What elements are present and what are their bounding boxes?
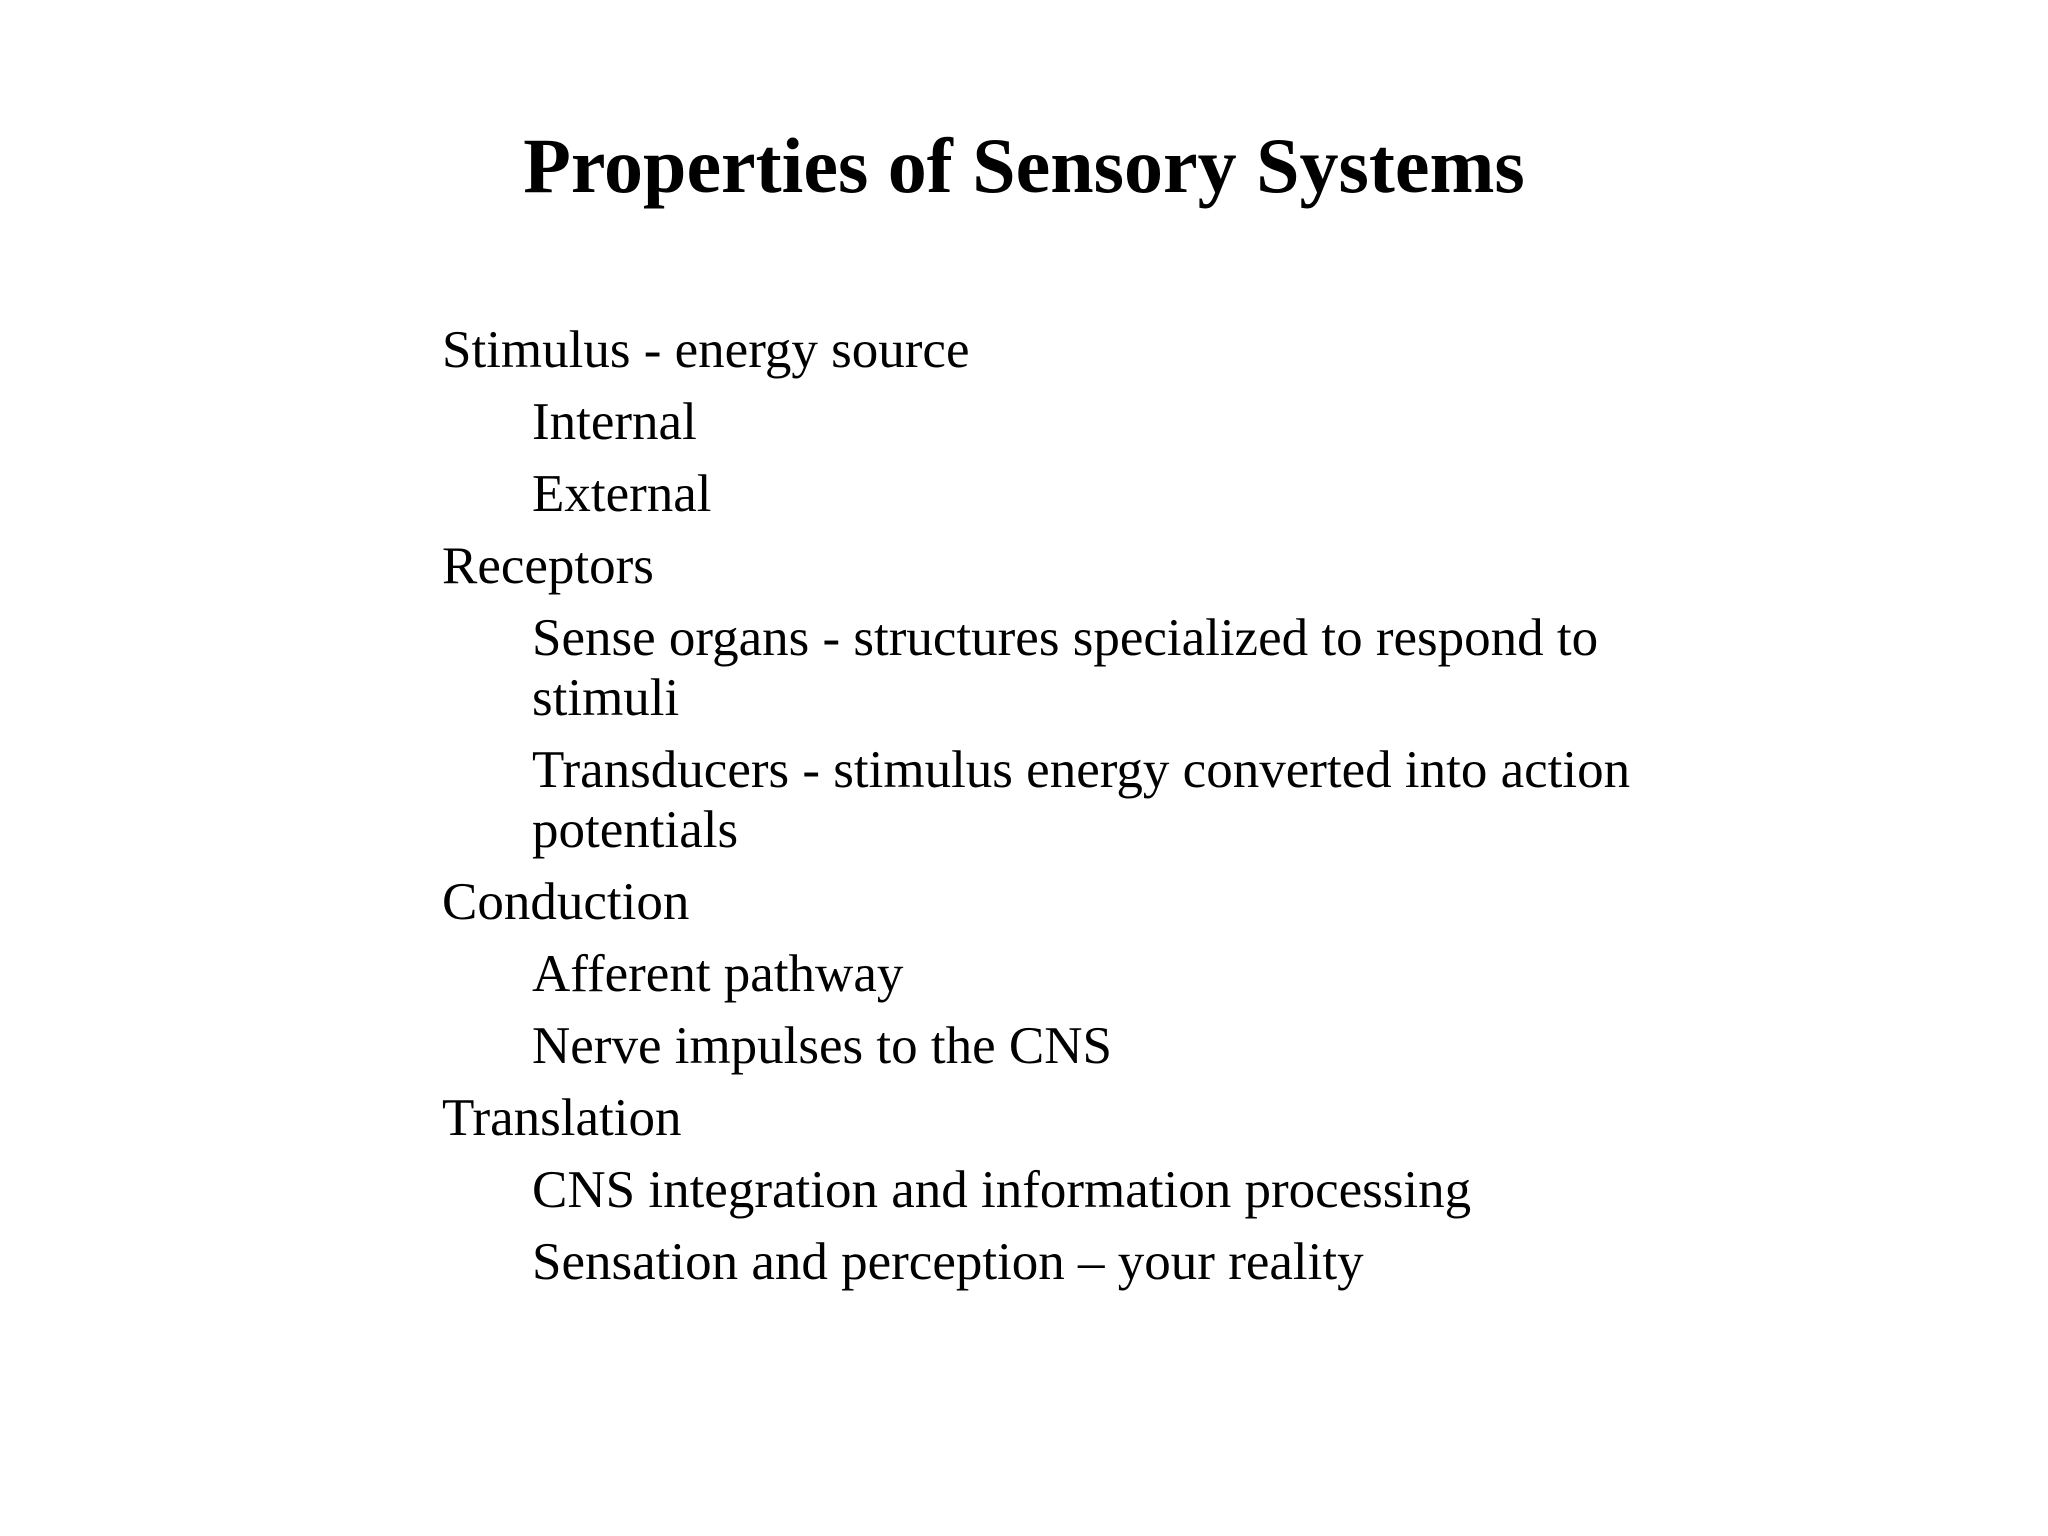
list-item: Sensation and perception – your reality [532, 1233, 1364, 1291]
list-item: External [532, 465, 712, 523]
bullet-list [442, 320, 1732, 1292]
list-item: Transducers - stimulus energy converted into action potentials [532, 741, 1631, 859]
list-item: Translation [442, 1089, 682, 1147]
list-item: Afferent pathway [532, 945, 904, 1003]
list-item: Sense organs - structures specialized to respond to stimuli [532, 609, 1599, 727]
list-item: Receptors [442, 537, 654, 595]
list-item: Conduction [442, 873, 690, 931]
slide-title: Properties of Sensory Systems [523, 122, 1525, 209]
list-item: CNS integration and information processing [532, 1161, 1472, 1219]
list-item: Stimulus - energy source [442, 321, 970, 379]
list-item: Nerve impulses to the CNS [532, 1017, 1112, 1075]
list-item: Internal [532, 393, 697, 451]
